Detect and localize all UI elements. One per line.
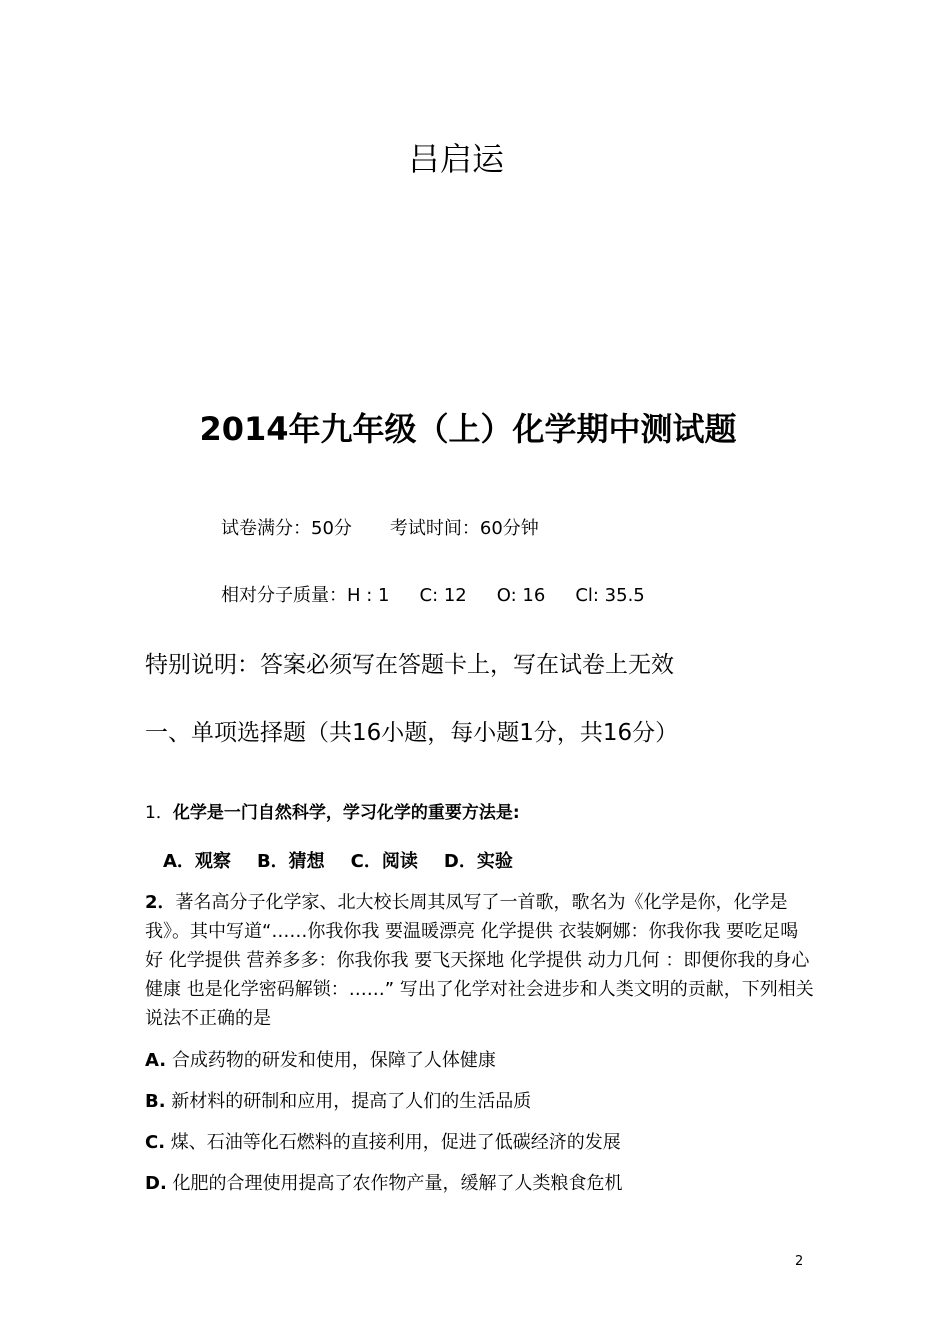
atomic-mass-line xyxy=(221,581,645,607)
question-1 xyxy=(145,798,520,823)
author-name: 吕启运 xyxy=(407,140,504,178)
atomic-mass-o: O: 16 xyxy=(496,585,546,606)
question-number: 2． xyxy=(145,892,176,913)
question-stem: 著名高分子化学家、北大校长周其凤写了一首歌，歌名为《化学是你，化学是我》。其中写道“……你我你我 要温暖漂亮 化学提供 衣装婀娜：你我你我 要吃足喝好 化学提供 营养多多：你我你我 要飞天探地 化学提供 动力几何 ：即便你我的身心健康 也是化学密码解锁：……” 写出了化学对社会进步和人类文明的贡献，下列相关说法不正确的是 xyxy=(145,892,814,1029)
atomic-mass-cl: Cl: 35.5 xyxy=(575,585,645,606)
option-text: 合成药物的研发和使用，保障了人体健康 xyxy=(171,1050,496,1071)
option-text: 新材料的研制和应用，提高了人们的生活品质 xyxy=(171,1091,532,1112)
special-notice: 特别说明：答案必须写在答题卡上，写在试卷上无效 xyxy=(145,652,674,678)
option-label: B. xyxy=(145,1091,166,1112)
option-label: C. xyxy=(145,1132,166,1153)
option-text: 煤、石油等化石燃料的直接利用，促进了低碳经济的发展 xyxy=(170,1132,621,1153)
option-b: B．猜想 xyxy=(256,851,325,872)
answer-option-a xyxy=(145,1046,496,1072)
option-text: 化肥的合理使用提高了农作物产量，缓解了人类粮食危机 xyxy=(172,1173,623,1194)
exam-info-line xyxy=(221,514,539,540)
section-title: 一、单项选择题（共16小题，每小题1分，共16分） xyxy=(145,720,679,746)
option-label: D. xyxy=(145,1173,167,1194)
question-number: 1． xyxy=(145,803,173,823)
option-c: C．阅读 xyxy=(350,851,418,872)
exam-title: 2014年九年级（上）化学期中测试题 xyxy=(199,410,737,448)
option-a: A．观察 xyxy=(163,851,231,872)
exam-time: 考试时间：60分钟 xyxy=(389,518,539,539)
answer-option-c xyxy=(145,1128,621,1154)
page-number: 2 xyxy=(795,1254,804,1269)
answer-option-b xyxy=(145,1087,531,1113)
question-1-options xyxy=(163,847,513,873)
full-score: 试卷满分：50分 xyxy=(221,518,352,539)
option-d: D．实验 xyxy=(443,851,513,872)
answer-option-d xyxy=(145,1169,623,1195)
question-stem: 化学是一门自然科学，学习化学的重要方法是: xyxy=(172,803,520,823)
question-2 xyxy=(145,888,815,1033)
atomic-mass-c: C: 12 xyxy=(419,585,467,606)
atomic-mass-h: 相对分子质量：H : 1 xyxy=(221,585,390,606)
option-label: A. xyxy=(145,1050,167,1071)
